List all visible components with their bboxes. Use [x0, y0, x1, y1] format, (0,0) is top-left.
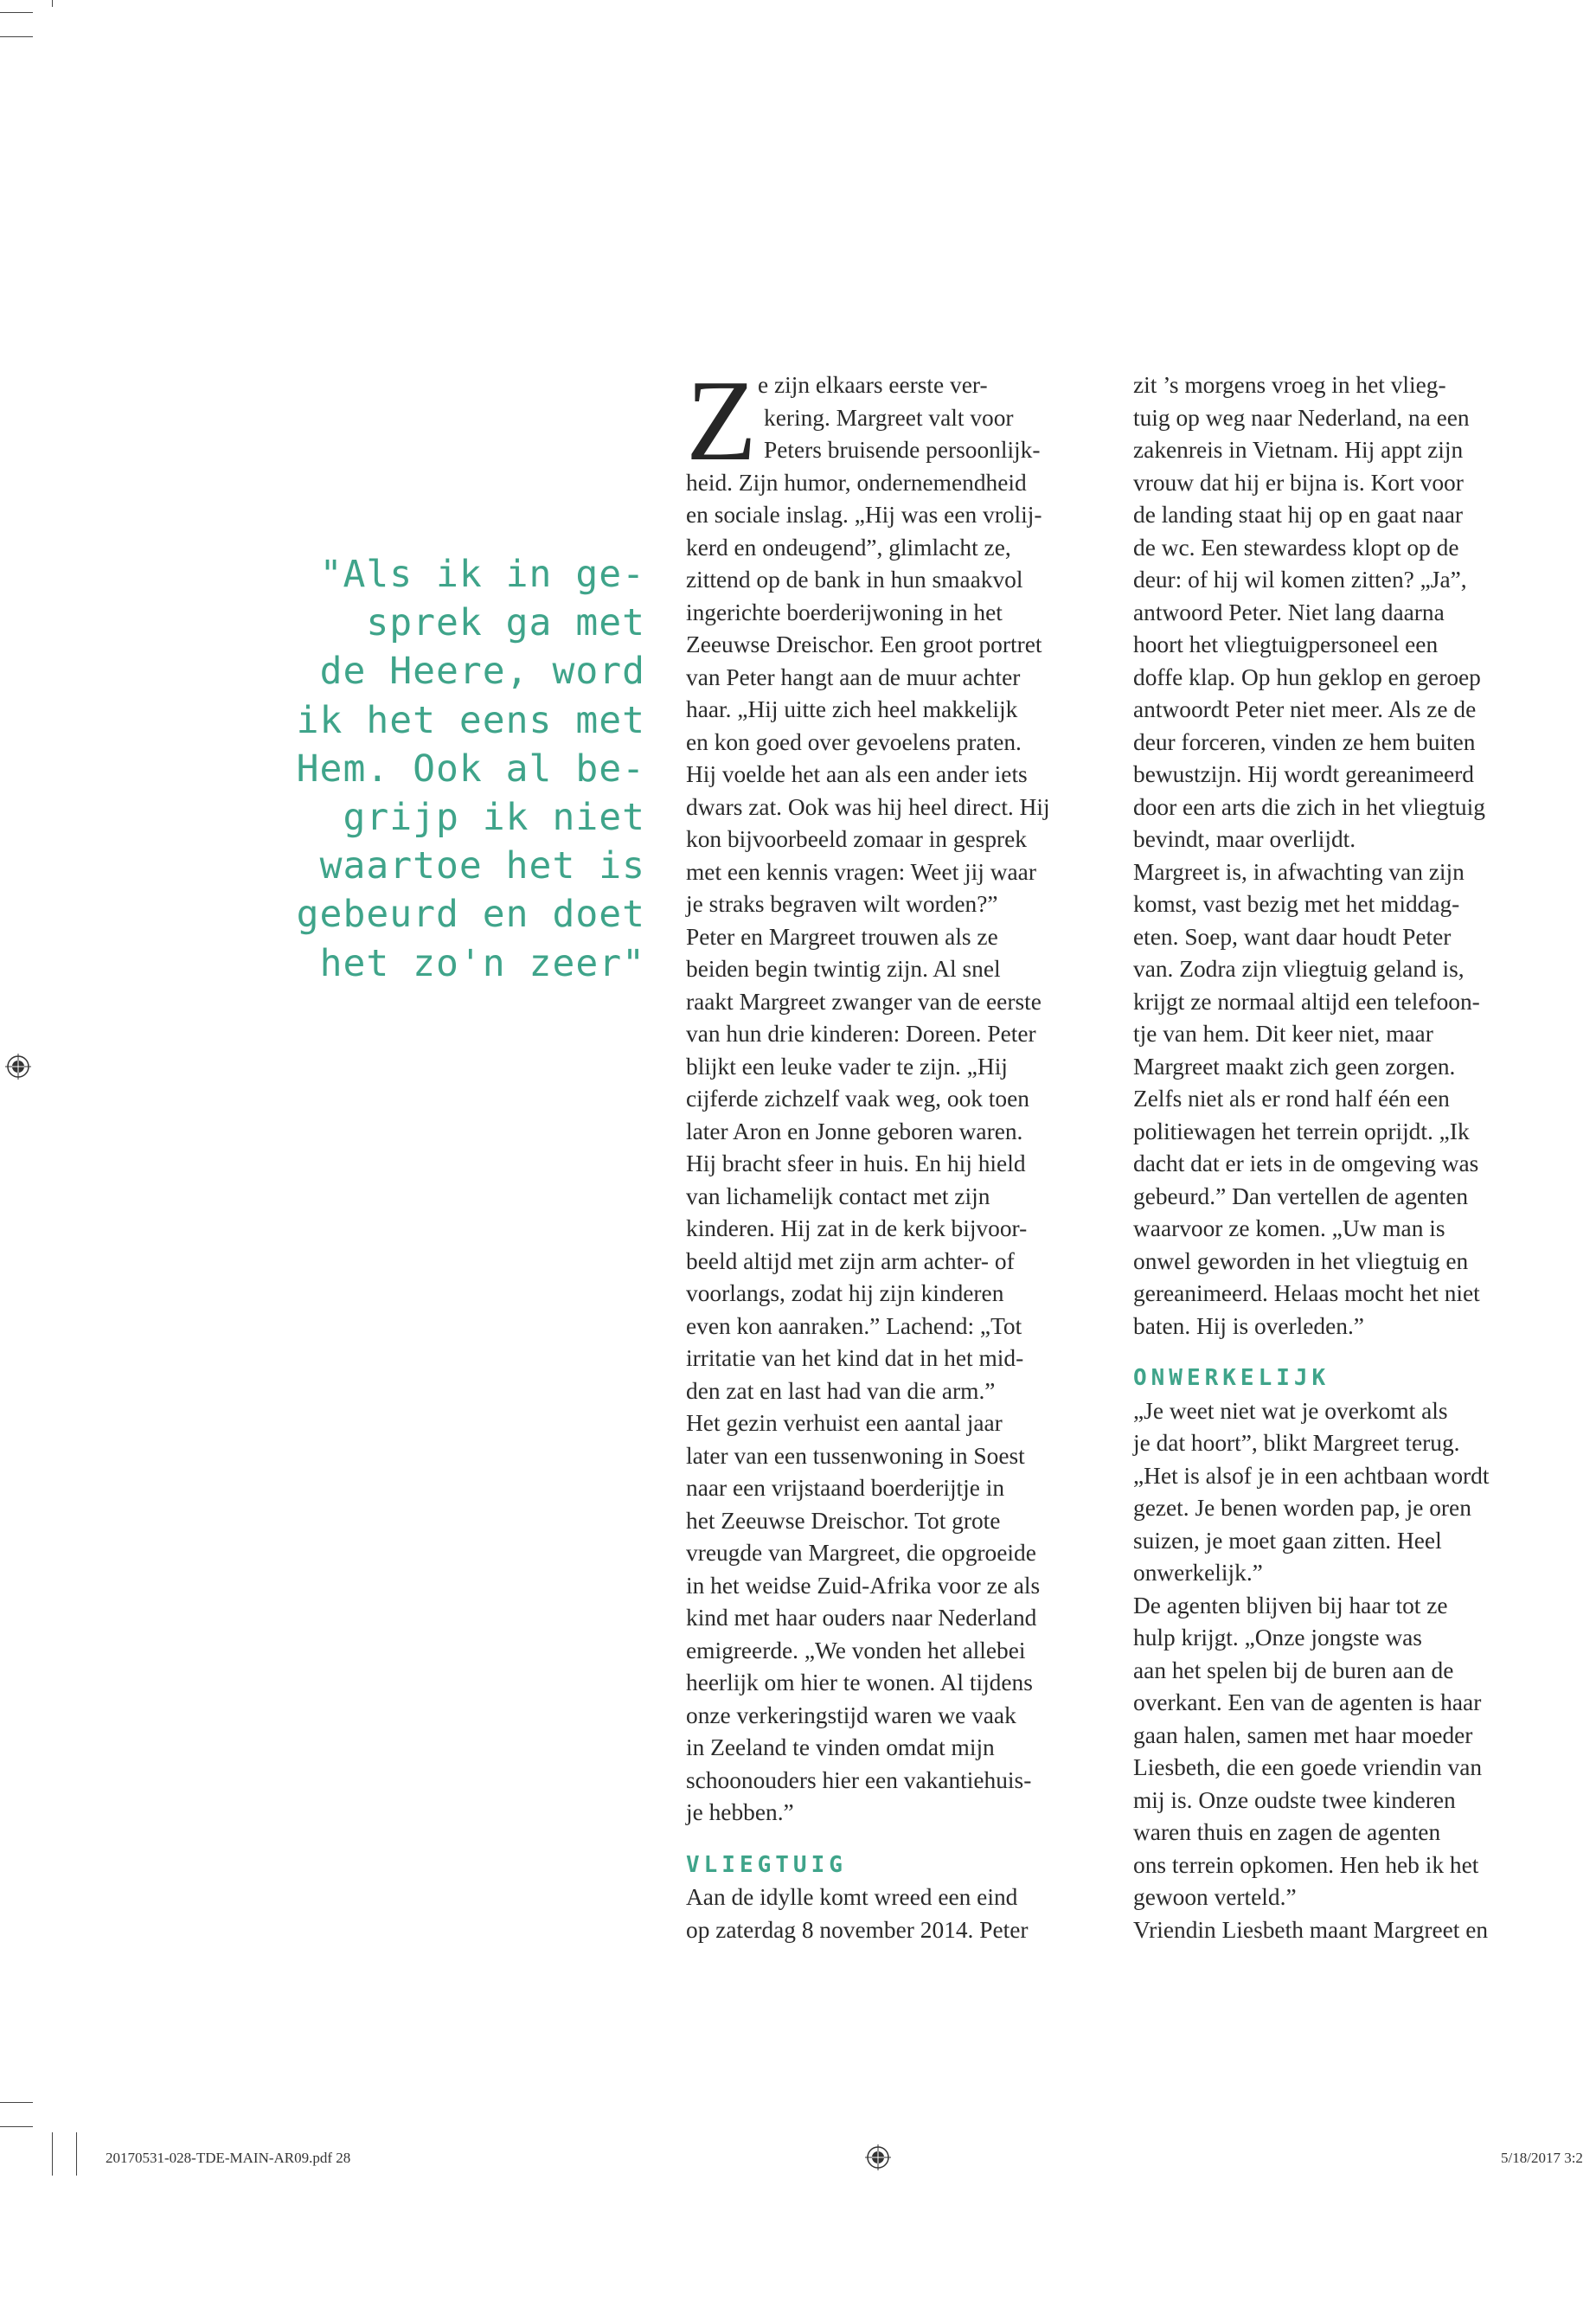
crop-mark	[0, 36, 33, 37]
text-line: vreugde van Margreet, die opgroeide	[686, 1540, 1036, 1566]
footer-date: 5/18/2017 3:2	[1501, 2150, 1583, 2166]
text-line: waarvoor ze komen. „Uw man is	[1133, 1215, 1445, 1241]
text-line: onze verkeringstijd waren we vaak	[686, 1702, 1016, 1728]
crop-mark	[0, 12, 33, 13]
text-line: antwoordt Peter niet meer. Als ze de	[1133, 696, 1477, 722]
quote-line: ik het eens met	[296, 698, 645, 742]
text-line: van lichamelijk contact met zijn	[686, 1183, 990, 1209]
text-line: de landing staat hij op en gaat naar	[1133, 502, 1464, 528]
quote-line: grijp ik niet	[343, 796, 645, 840]
quote-line: gebeurd en doet	[296, 893, 645, 937]
text-line: irritatie van het kind dat in het mid-	[686, 1345, 1024, 1371]
text-line: dwars zat. Ook was hij heel direct. Hij	[686, 793, 1050, 820]
text-line: kering. Margreet valt voor	[764, 404, 1014, 431]
subheading-vliegtuig: VLIEGTUIG	[686, 1851, 847, 1878]
text-line: cijferde zichzelf vaak weg, ook toen	[686, 1086, 1029, 1112]
text-line: vrouw dat hij er bijna is. Kort voor	[1133, 469, 1464, 496]
text-line: deur forceren, vinden ze hem buiten	[1133, 728, 1476, 755]
text-line: waren thuis en zagen de agenten	[1133, 1819, 1441, 1845]
text-line: dacht dat er iets in de omgeving was	[1133, 1150, 1479, 1176]
text-line: komst, vast bezig met het middag-	[1133, 891, 1460, 917]
registration-mark-icon	[5, 1054, 31, 1080]
text-line: beiden begin twintig zijn. Al snel	[686, 956, 1001, 982]
text-line: voorlangs, zodat hij zijn kinderen	[686, 1280, 1004, 1306]
text-line: kon bijvoorbeeld zomaar in gesprek	[686, 826, 1027, 852]
drop-cap: Z	[686, 356, 757, 484]
text-line: later Aron en Jonne geboren waren.	[686, 1118, 1023, 1144]
text-line: en kon goed over gevoelens praten.	[686, 728, 1022, 755]
quote-line: "Als ik in ge-	[319, 553, 645, 596]
text-line: op zaterdag 8 november 2014. Peter	[686, 1916, 1029, 1943]
text-line: antwoord Peter. Niet lang daarna	[1133, 599, 1445, 625]
text-line: Vriendin Liesbeth maant Margreet en	[1133, 1916, 1489, 1943]
text-line: bewustzijn. Hij wordt gereanimeerd	[1133, 761, 1474, 787]
crop-mark	[0, 2126, 33, 2127]
text-line: hulp krijgt. „Onze jongste was	[1133, 1625, 1422, 1650]
article-column-2	[1133, 369, 1540, 1946]
subheading-onwerkelijk: ONWERKELIJK	[1133, 1365, 1330, 1391]
text-line: naar een vrijstaand boerderijtje in	[686, 1475, 1005, 1501]
text-line: „Het is alsof je in een achtbaan wordt	[1133, 1462, 1490, 1489]
text-line: hoort het vliegtuigpersoneel een	[1133, 631, 1439, 657]
text-line: ingerichte boerderijwoning in het	[686, 599, 1003, 625]
text-line: Hij bracht sfeer in huis. En hij hield	[686, 1150, 1026, 1176]
text-line: en sociale inslag. „Hij was een vrolij-	[686, 502, 1042, 528]
text-line: gaan halen, samen met haar moeder	[1133, 1721, 1473, 1748]
text-line: doffe klap. Op hun geklop en geroep	[1133, 663, 1481, 690]
text-line: van Peter hangt aan de muur achter	[686, 663, 1021, 690]
text-line: Margreet is, in afwachting van zijn	[1133, 858, 1465, 885]
text-line: heerlijk om hier te wonen. Al tijdens	[686, 1670, 1033, 1695]
text-line: De agenten blijven bij haar tot ze	[1133, 1592, 1448, 1618]
text-line: suizen, je moet gaan zitten. Heel	[1133, 1527, 1442, 1554]
quote-line: het zo'n zeer"	[319, 941, 645, 985]
text-line: later van een tussenwoning in Soest	[686, 1442, 1025, 1469]
text-line: blijkt een leuke vader te zijn. „Hij	[686, 1053, 1008, 1080]
text-line: raakt Margreet zwanger van de eerste	[686, 988, 1042, 1015]
text-line: in het weidse Zuid-Afrika voor ze als	[686, 1572, 1041, 1599]
footer-filename: 20170531-028-TDE-MAIN-AR09.pdf 28	[106, 2150, 351, 2166]
text-line: deur: of hij wil komen zitten? „Ja”,	[1133, 567, 1467, 593]
text-line: baten. Hij is overleden.”	[1133, 1312, 1364, 1339]
quote-line: de Heere, word	[319, 650, 645, 694]
crop-mark	[76, 2132, 77, 2176]
text-line: gewoon verteld.”	[1133, 1884, 1297, 1910]
text-line: gebeurd.” Dan vertellen de agenten	[1133, 1183, 1469, 1209]
text-line: kerd en ondeugend”, glimlacht ze,	[686, 534, 1011, 561]
text-line: eten. Soep, want daar houdt Peter	[1133, 923, 1452, 950]
text-line: Zeeuwse Dreischor. Een groot portret	[686, 631, 1042, 657]
text-line: kind met haar ouders naar Nederland	[686, 1605, 1037, 1631]
text-line: den zat en last had van die arm.”	[686, 1377, 996, 1404]
crop-mark	[0, 2102, 33, 2103]
text-line: door een arts die zich in het vliegtuig	[1133, 793, 1485, 820]
text-line: heid. Zijn humor, ondernemendheid	[686, 469, 1027, 496]
text-line: in Zeeland te vinden omdat mijn	[686, 1734, 995, 1760]
text-line: je dat hoort”, blikt Margreet terug.	[1133, 1430, 1460, 1456]
quote-line: sprek ga met	[366, 601, 645, 645]
text-line: zittend op de bank in hun smaakvol	[686, 567, 1023, 593]
text-line: van hun drie kinderen: Doreen. Peter	[686, 1021, 1036, 1047]
crop-mark	[52, 2132, 53, 2176]
text-line: Het gezin verhuist een aantal jaar	[686, 1410, 1003, 1436]
text-line: onwel geworden in het vliegtuig en	[1133, 1247, 1469, 1274]
text-line: bevindt, maar overlijdt.	[1133, 826, 1356, 852]
text-line: beeld altijd met zijn arm achter- of	[686, 1247, 1015, 1274]
quote-line: Hem. Ook al be-	[296, 747, 645, 791]
text-line: je straks begraven wilt worden?”	[686, 891, 998, 917]
text-line: Aan de idylle komt wreed een eind	[686, 1884, 1018, 1910]
text-line: tuig op weg naar Nederland, na een	[1133, 404, 1470, 431]
text-line: krijgt ze normaal altijd een telefoon-	[1133, 988, 1480, 1015]
registration-mark-icon	[865, 2144, 891, 2170]
text-line: „Je weet niet wat je overkomt als	[1133, 1397, 1448, 1424]
text-line: onwerkelijk.”	[1133, 1560, 1263, 1586]
text-line: politiewagen het terrein oprijdt. „Ik	[1133, 1118, 1470, 1144]
text-line: het Zeeuwse Dreischor. Tot grote	[686, 1507, 1001, 1534]
text-line: zakenreis in Vietnam. Hij appt zijn	[1133, 437, 1464, 463]
text-line: van. Zodra zijn vliegtuig geland is,	[1133, 956, 1465, 982]
text-line: e zijn elkaars eerste ver-	[758, 372, 988, 398]
text-line: haar. „Hij uitte zich heel makkelijk	[686, 696, 1018, 722]
pull-quote	[251, 550, 645, 988]
text-line: schoonouders hier een vakantiehuis-	[686, 1766, 1032, 1793]
text-line: Peters bruisende persoonlijk-	[764, 437, 1041, 463]
text-line: emigreerde. „We vonden het allebei	[686, 1637, 1026, 1663]
text-line: aan het spelen bij de buren aan de	[1133, 1657, 1454, 1683]
text-line: even kon aanraken.” Lachend: „Tot	[686, 1312, 1022, 1339]
text-line: je hebben.”	[686, 1799, 794, 1825]
text-line: met een kennis vragen: Weet jij waar	[686, 858, 1036, 885]
text-line: mij is. Onze oudste twee kinderen	[1133, 1786, 1456, 1813]
text-line: ons terrein opkomen. Hen heb ik het	[1133, 1851, 1479, 1878]
text-line: gezet. Je benen worden pap, je oren	[1133, 1495, 1471, 1521]
text-line: Margreet maakt zich geen zorgen.	[1133, 1053, 1456, 1080]
crop-mark	[52, 0, 53, 7]
text-line: zit ’s morgens vroeg in het vlieg-	[1133, 372, 1446, 398]
text-line: tje van hem. Dit keer niet, maar	[1133, 1021, 1433, 1047]
text-line: gereanimeerd. Helaas mocht het niet	[1133, 1280, 1480, 1306]
text-line: kinderen. Hij zat in de kerk bijvoor-	[686, 1215, 1028, 1241]
text-line: de wc. Een stewardess klopt op de	[1133, 534, 1459, 561]
article-column-1	[686, 356, 1093, 1946]
text-line: Peter en Margreet trouwen als ze	[686, 923, 998, 950]
text-line: Hij voelde het aan als een ander iets	[686, 761, 1028, 787]
text-line: Zelfs niet als er rond half één een	[1133, 1086, 1450, 1112]
quote-line: waartoe het is	[319, 844, 645, 888]
text-line: overkant. Een van de agenten is haar	[1133, 1689, 1482, 1715]
text-line: Liesbeth, die een goede vriendin van	[1133, 1754, 1483, 1780]
